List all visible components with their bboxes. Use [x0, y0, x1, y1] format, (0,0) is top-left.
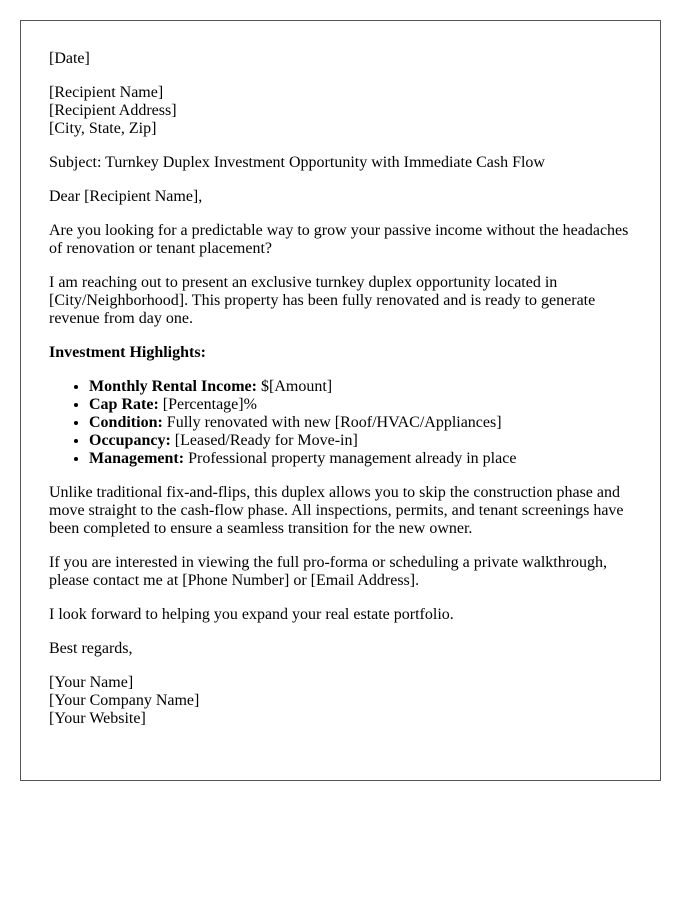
highlight-label: Monthly Rental Income: [89, 378, 257, 395]
highlight-label: Management: [89, 450, 185, 467]
highlight-item [89, 378, 632, 396]
sender-website: [Your Website] [49, 710, 146, 727]
sender-company: [Your Company Name] [49, 692, 200, 709]
highlight-label: Cap Rate: [89, 396, 159, 413]
highlight-value: $[Amount] [256, 378, 333, 395]
closing-paragraph: Unlike traditional fix-and-flips, this duplex allows you to skip the construction phase and move straight to the cash-flow phase. All inspections, permits, and tenant screenings have been completed to ensure a seamless transition for the new owner. [49, 484, 624, 537]
sender-name: [Your Name] [49, 674, 134, 691]
closing-paragraph: I look forward to helping you expand your real estate portfolio. [49, 606, 454, 623]
recipient-name: [Recipient Name] [49, 84, 164, 101]
date: [Date] [49, 50, 90, 67]
highlight-item [89, 414, 632, 432]
highlight-item [89, 432, 632, 450]
highlight-value: [Percentage]% [158, 396, 257, 413]
highlight-label: Occupancy: [89, 432, 171, 449]
recipient-address: [Recipient Address] [49, 102, 177, 119]
recipient-block [49, 84, 632, 138]
intro-paragraph: Are you looking for a predictable way to grow your passive income without the headaches of renovation or tenant placement? [49, 222, 629, 257]
recipient-city-state-zip: [City, State, Zip] [49, 120, 157, 137]
highlights-heading-text: Investment Highlights: [49, 344, 206, 361]
highlight-item [89, 396, 632, 414]
highlight-label: Condition: [89, 414, 163, 431]
signoff: Best regards, [49, 640, 133, 657]
salutation: Dear [Recipient Name], [49, 188, 203, 205]
highlights-heading [49, 344, 632, 362]
subject-line: Subject: Turnkey Duplex Investment Opportunity with Immediate Cash Flow [49, 154, 545, 171]
highlights-list [49, 378, 632, 468]
contact-paragraph: If you are interested in viewing the full pro-forma or scheduling a private walkthrough, please contact me at [Phone Number] or [Email Address]. [49, 554, 608, 589]
highlight-value: Fully renovated with new [Roof/HVAC/Appliances] [162, 414, 502, 431]
highlight-item [89, 450, 632, 468]
opportunity-paragraph: I am reaching out to present an exclusive turnkey duplex opportunity located in [City/Neighborhood]. This property has been fully renovated and is ready to generate revenue from day one. [49, 274, 596, 327]
letter [20, 20, 661, 781]
highlight-value: [Leased/Ready for Move-in] [170, 432, 358, 449]
highlight-value: Professional property management already in place [184, 450, 517, 467]
sender-block [49, 674, 632, 728]
